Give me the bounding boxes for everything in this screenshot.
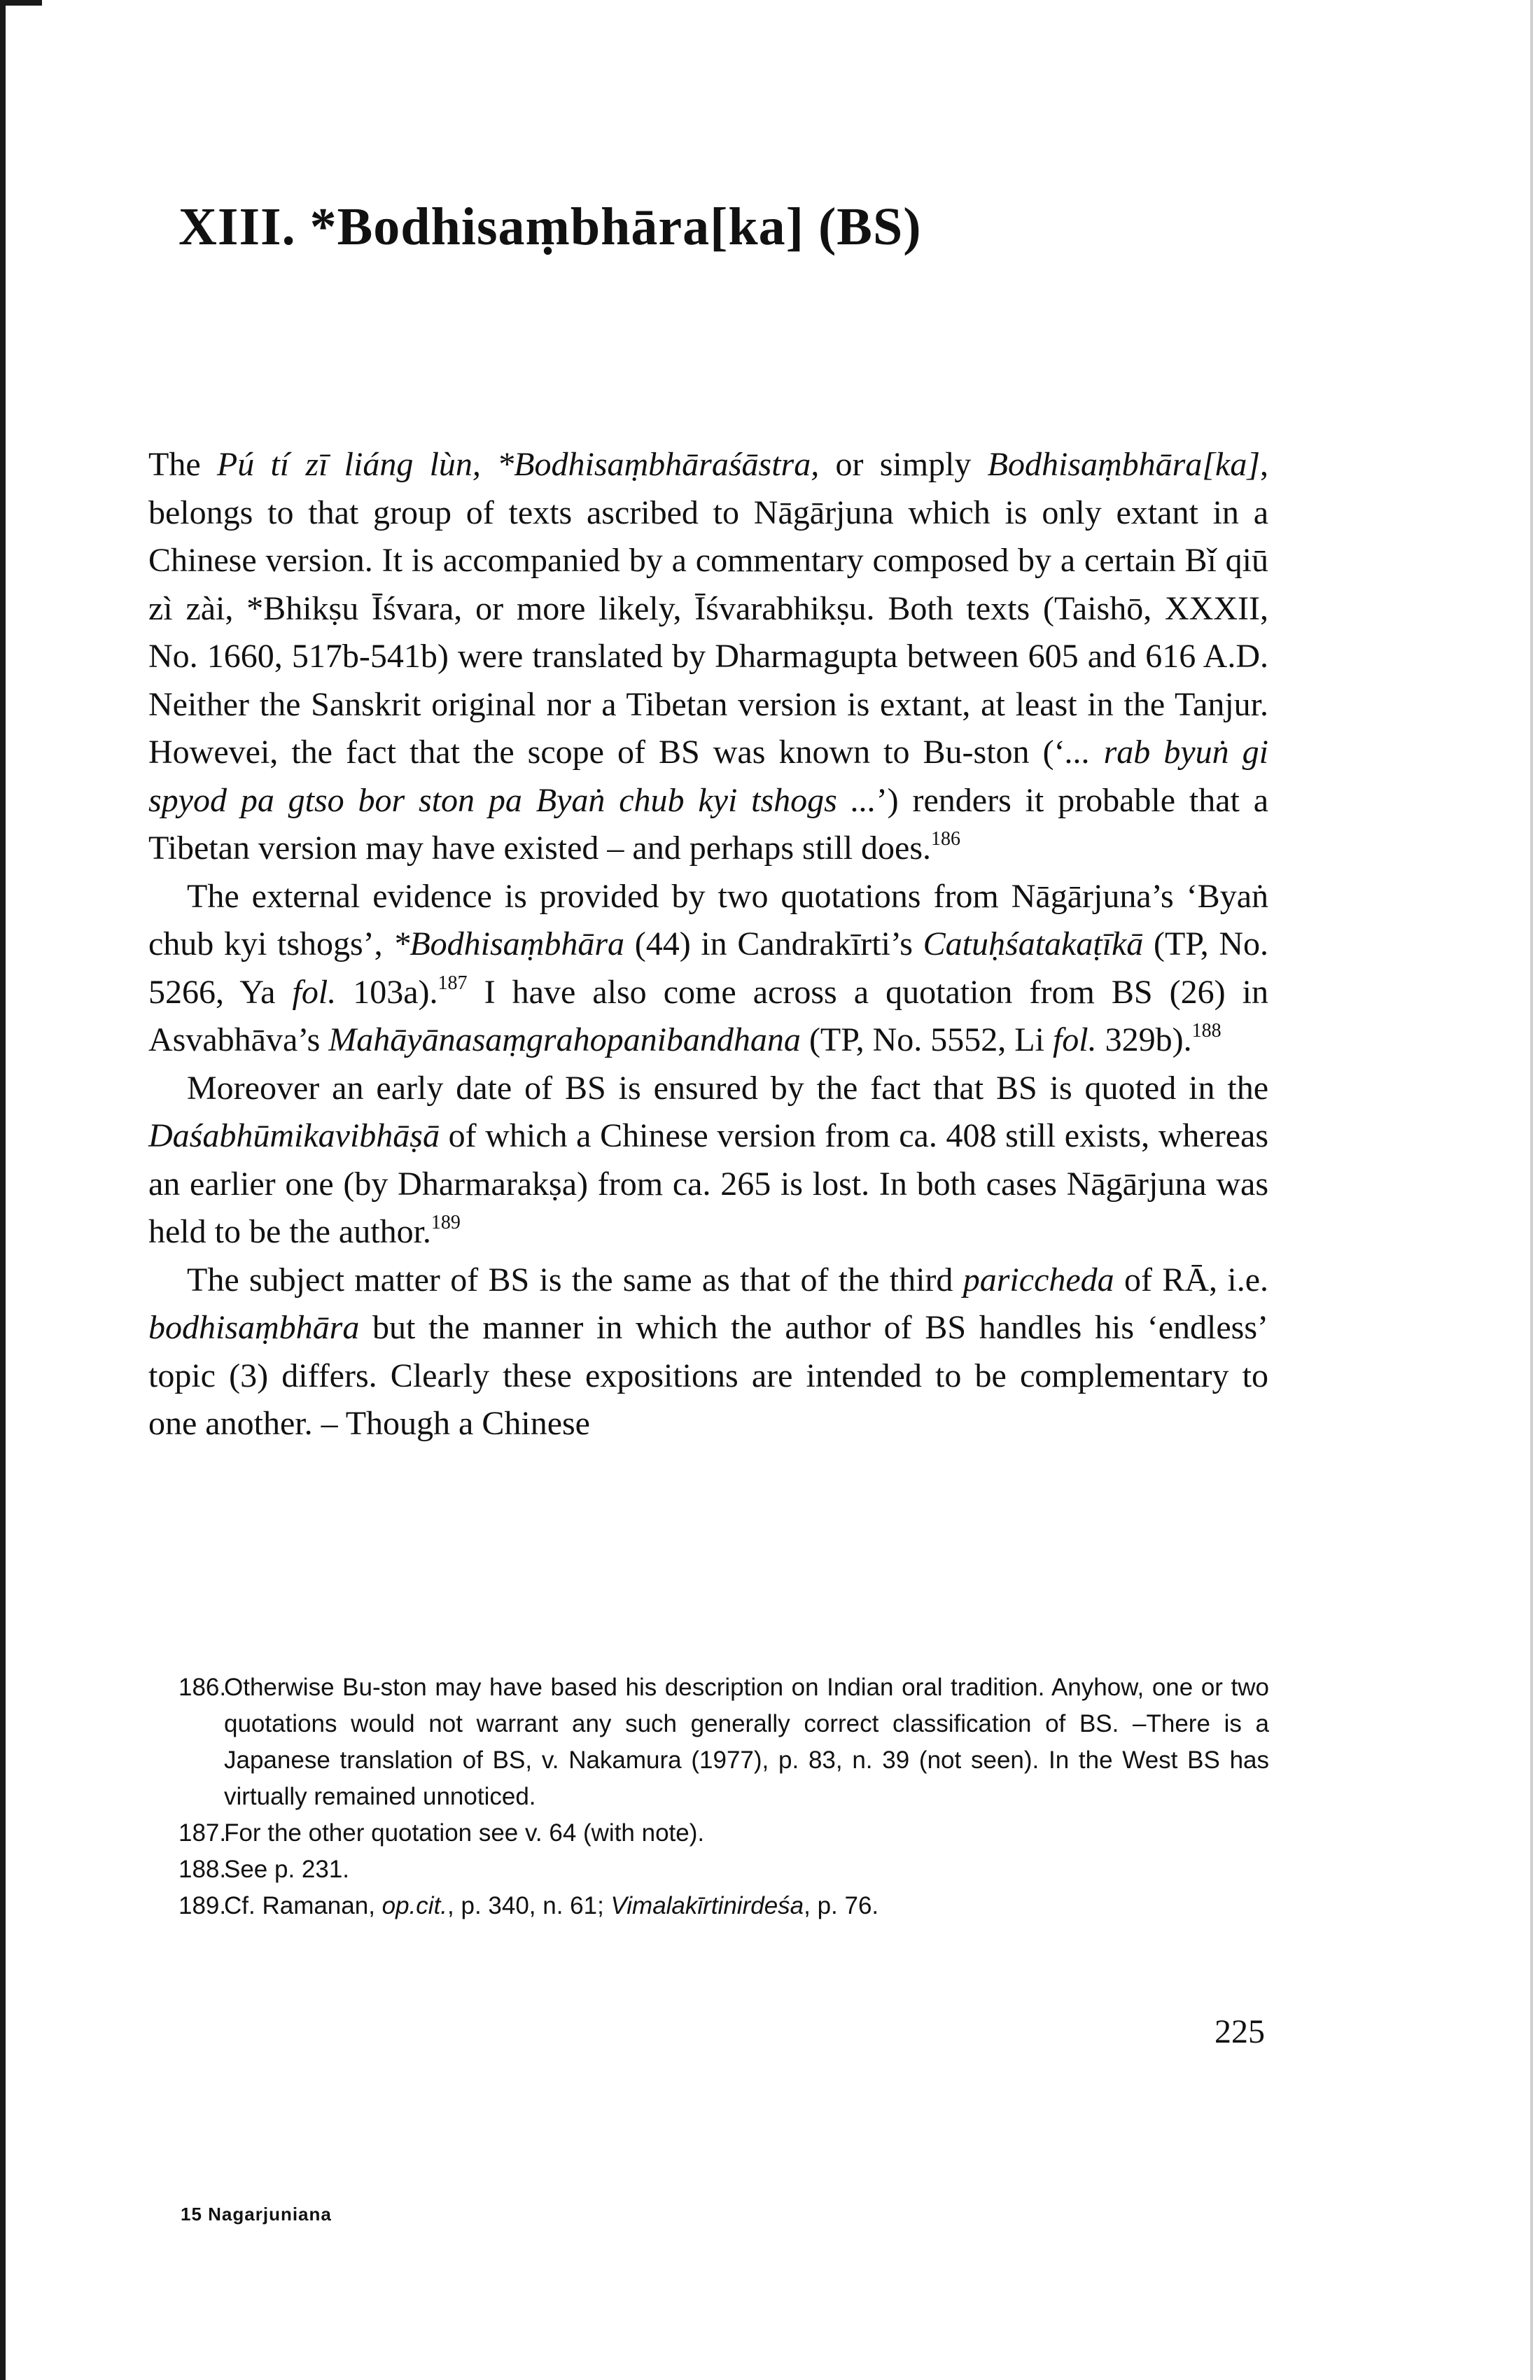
footnotes	[178, 1670, 1269, 1924]
text-run: of which a Chinese version from ca. 408 still exists, whereas an earlier one (by Dharmarakṣa) from ca. 265 is lost. In both cases Nāgārjuna was held to be the author.	[148, 1117, 1268, 1250]
scan-top-edge	[0, 0, 42, 6]
scan-right-edge	[1530, 0, 1533, 2380]
text-run: 103a).	[336, 973, 438, 1011]
text-run: of RĀ, i.e.	[1114, 1261, 1268, 1298]
footnote-number: 186.	[178, 1674, 227, 1701]
footnote-text	[224, 1815, 1269, 1851]
text-run: The subject matter of BS is the same as that of the third	[187, 1261, 963, 1298]
footnote-text	[224, 1888, 1269, 1924]
text-run: I have also come across a quotation from BS (26) in Asvabhāva’s	[148, 973, 1268, 1058]
text-run: (44) in Candrakīrti’s	[624, 925, 923, 962]
italic-text: *Bodhisaṃbhāra	[393, 925, 625, 962]
italic-text: bodhisaṃbhāra	[148, 1309, 360, 1346]
text-run: The	[148, 446, 217, 483]
italic-text: ... rab byuṅ gi spyod pa gtso bor ston pa Byaṅ chub kyi tshogs ...	[148, 734, 1269, 819]
footnote-text	[224, 1670, 1269, 1815]
text-run: See p. 231.	[224, 1856, 350, 1883]
footnote-number: 188.	[178, 1856, 227, 1883]
text-run: Moreover an early date of BS is ensured by the fact that BS is quoted in the	[187, 1069, 1268, 1107]
italic-text: Pú tí zī liáng lùn, *Bodhisaṃbhāraśāstra,	[216, 446, 820, 483]
scan-left-edge	[0, 0, 6, 2380]
footnote-number: 187.	[178, 1819, 227, 1847]
italic-text: Bodhisaṃbhāra[ka]	[987, 446, 1261, 483]
footnote-ref: 186	[931, 828, 961, 850]
footnote-text	[224, 1851, 1269, 1888]
text-run: (TP, No. 5552, Li	[800, 1021, 1053, 1058]
footnote-ref: 189	[430, 1212, 461, 1233]
main-text	[148, 441, 1268, 1448]
footnote	[178, 1670, 1269, 1815]
text-run: , p. 340, n. 61;	[447, 1892, 611, 1919]
text-run: (TP, No. 5266, Ya	[148, 925, 1269, 1011]
paragraph	[148, 873, 1268, 1065]
paragraph	[148, 441, 1268, 873]
italic-text: fol.	[1052, 1021, 1097, 1058]
text-run: ’) renders it probable that a Tibetan version may have existed – and perhaps still does.	[148, 781, 1269, 867]
paragraph	[148, 1256, 1268, 1448]
footnote-number: 189.	[178, 1892, 227, 1919]
text-run: Otherwise Bu-ston may have based his description on Indian oral tradition. Anyhow, one or two quotations would not warrant any such generally correct classification of BS. –There is a Japanese translation of BS, v. Nakamura (1977), p. 83, n. 39 (not seen). In the West BS has virtually remained unnoticed.	[224, 1674, 1269, 1810]
italic-text: Mahāyānasaṃgrahopanibandhana	[328, 1021, 801, 1058]
italic-text: Daśabhūmikavibhāṣā	[148, 1117, 440, 1154]
text-run: or simply	[819, 446, 988, 483]
page-number: 225	[1214, 2013, 1265, 2050]
text-run: The external evidence is provided by two quotations from Nāgārjuna’s ‘Byaṅ chub kyi tshogs’,	[148, 877, 1268, 962]
footnote	[178, 1851, 1269, 1888]
signature-mark: 15 Nagarjuniana	[181, 2204, 332, 2225]
text-run: , belongs to that group of texts ascribed to Nāgārjuna which is only extant in a Chinese version. It is accompanied by a commentary composed by a certain Bǐ qiū zì zài, *Bhikṣu Īśvara, or more likely, Īśvarabhikṣu. Both texts (Taishō, XXXII, No. 1660, 517b-541b) were translated by Dharmagupta between 605 and 616 A.D. Neither the Sanskrit original nor a Tibetan version is extant, at least in the Tanjur. Howevei, the fact that the scope of BS was known to Bu-ston (‘	[148, 446, 1269, 771]
italic-text: op.cit.	[382, 1892, 448, 1919]
italic-text: Catuḥśatakaṭīkā	[923, 925, 1144, 962]
italic-text: pariccheda	[962, 1261, 1114, 1298]
footnote	[178, 1888, 1269, 1924]
footnote-ref: 187	[438, 972, 468, 994]
chapter-title: XIII. *Bodhisaṃbhāra[ka] (BS)	[178, 197, 922, 256]
text-run: but the manner in which the author of BS handles his ‘endless’ topic (3) differs. Clearly these expositions are intended to be complementary to one another. – Though a Chinese	[148, 1309, 1268, 1442]
paragraph	[148, 1065, 1268, 1256]
italic-text: Vimalakīrtinirdeśa	[610, 1892, 804, 1919]
text-run: 329b).	[1096, 1021, 1192, 1058]
italic-text: fol.	[292, 973, 337, 1011]
footnote	[178, 1815, 1269, 1851]
text-run: For the other quotation see v. 64 (with note).	[224, 1819, 705, 1847]
footnote-ref: 188	[1191, 1020, 1222, 1042]
text-run: , p. 76.	[804, 1892, 879, 1919]
text-run: Cf. Ramanan,	[224, 1892, 382, 1919]
